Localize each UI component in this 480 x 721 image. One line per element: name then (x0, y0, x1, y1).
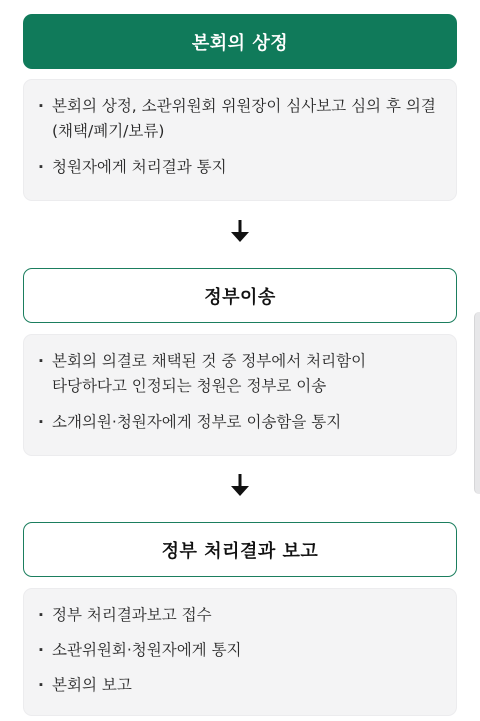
bullet-icon: · (38, 676, 44, 694)
stage-details-government-report (23, 588, 457, 716)
list-item: · 본회의 의결로 채택된 것 중 정부에서 처리함이 타당하다고 인정되는 청원은 정부로 이송 (38, 349, 438, 399)
list-item: · 정부 처리결과보고 접수 (38, 603, 438, 628)
stage-details-plenary (23, 79, 457, 201)
arrow-down-icon (226, 472, 254, 498)
stage-title: 본회의 상정 (191, 32, 289, 54)
stage-title: 정부이송 (204, 286, 276, 308)
bullet-icon: · (38, 97, 44, 115)
bullet-icon: · (38, 158, 44, 176)
bullet-icon: · (38, 606, 44, 624)
list-item: · 본회의 보고 (38, 673, 438, 698)
list-item: · 소개의원·청원자에게 정부로 이송함을 통지 (38, 410, 438, 435)
stage-header-government-report (23, 522, 457, 577)
bullet-icon: · (38, 641, 44, 659)
list-item: · 본회의 상정, 소관위원회 위원장이 심사보고 심의 후 의결(채택/폐기/보류) (38, 94, 438, 144)
stage-header-plenary (23, 14, 457, 69)
arrow-down-icon (226, 218, 254, 244)
bullet-icon: · (38, 352, 44, 370)
stage-details-government-transfer (23, 334, 457, 456)
stage-title: 정부 처리결과 보고 (161, 540, 319, 562)
list-item: · 소관위원회·청원자에게 통지 (38, 638, 438, 663)
bullet-icon: · (38, 413, 44, 431)
list-item: · 청원자에게 처리결과 통지 (38, 155, 438, 180)
stage-header-government-transfer (23, 268, 457, 323)
side-scroll-handle[interactable] (474, 312, 480, 494)
